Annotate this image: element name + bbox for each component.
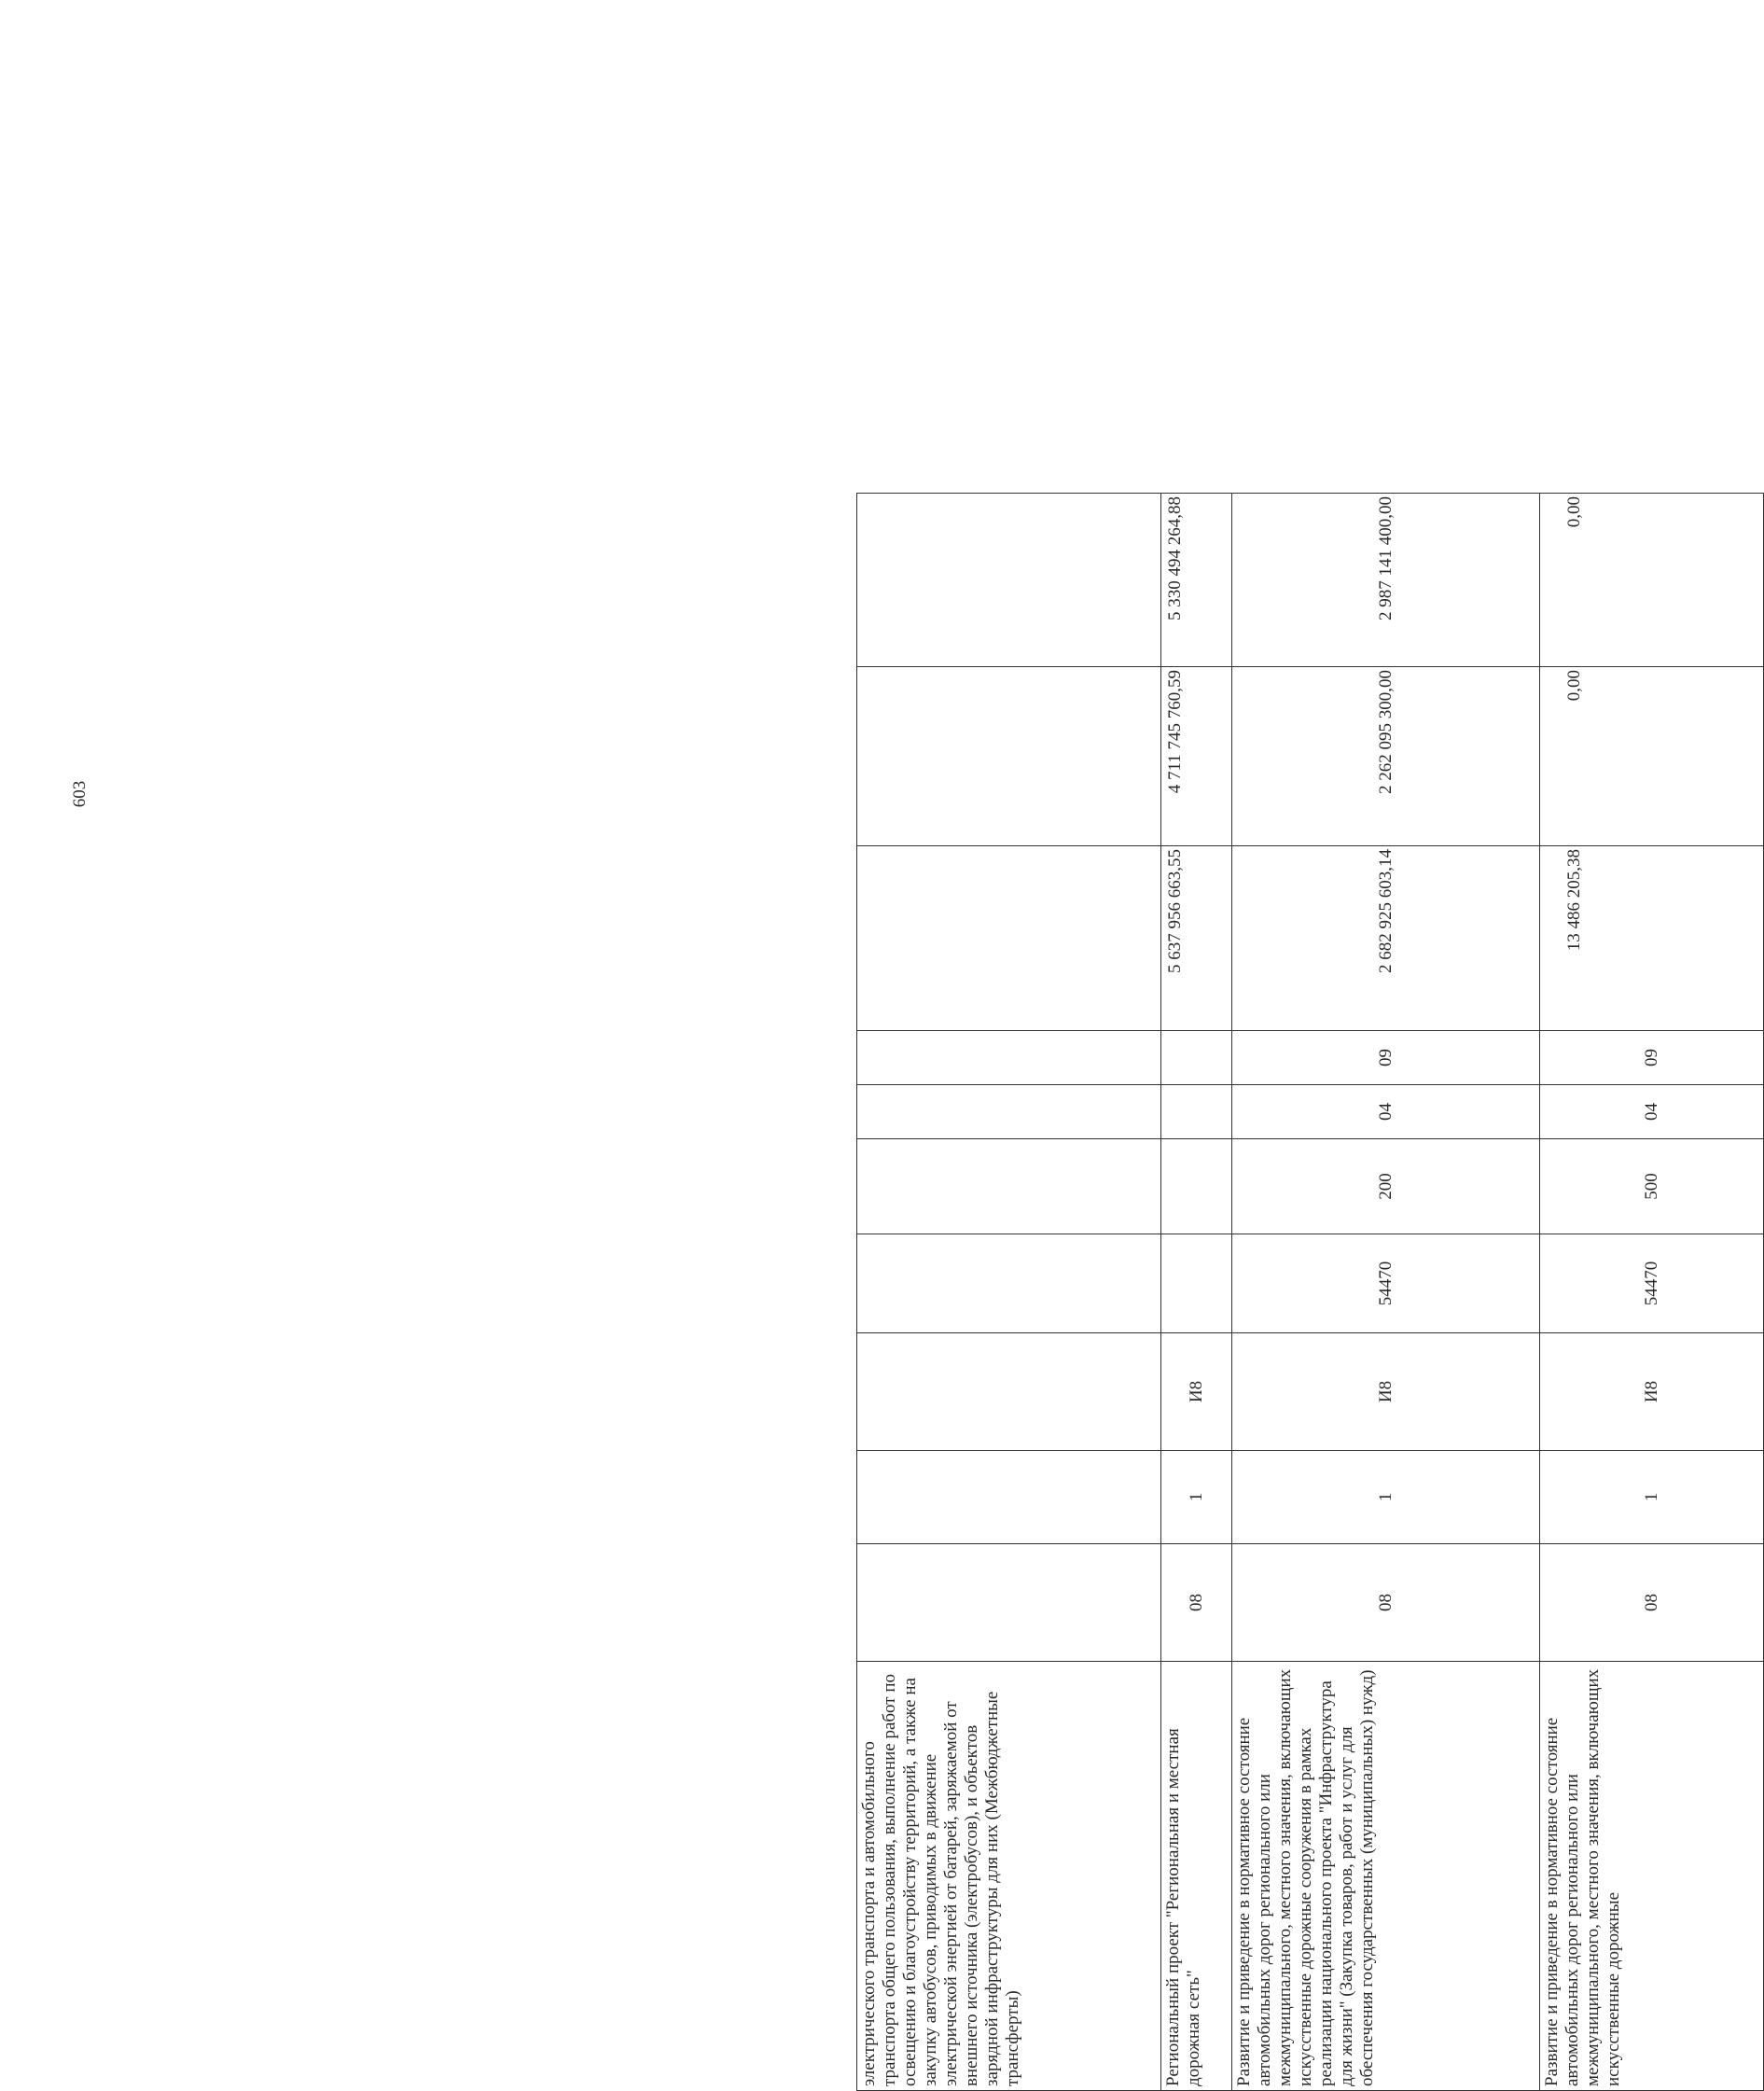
subsection-code: 09: [1540, 1031, 1764, 1085]
direction-code: [1161, 1234, 1232, 1333]
amount-year-2: [857, 667, 1161, 846]
amount-year-1: 5 637 956 663,55: [1161, 846, 1232, 1031]
subsection-code: 09: [1232, 1031, 1540, 1085]
expense-type-code: 500: [1540, 1139, 1764, 1234]
section-code: [857, 1085, 1161, 1139]
amount-year-1: 13 486 205,38: [1540, 846, 1764, 1031]
subprogram-code: [857, 1451, 1161, 1544]
program-code: 08: [1161, 1544, 1232, 1662]
budget-table: [856, 493, 1764, 2091]
project-code: [857, 1333, 1161, 1451]
amount-year-3: 2 987 141 400,00: [1232, 494, 1540, 667]
program-code: 08: [1540, 1544, 1764, 1662]
project-code: И8: [1232, 1333, 1540, 1451]
amount-year-3: 0,00: [1540, 494, 1764, 667]
expense-type-code: [857, 1139, 1161, 1234]
program-code: [857, 1544, 1161, 1662]
direction-code: 54470: [1232, 1234, 1540, 1333]
amount-year-3: 5 330 494 264,88: [1161, 494, 1232, 667]
table-row: [857, 494, 1161, 2091]
expense-type-code: 200: [1232, 1139, 1540, 1234]
subsection-code: [1161, 1031, 1232, 1085]
row-name: Развитие и приведение в нормативное состояние автомобильных дорог регионального или межмуниципального, местного значения, включающих искусственные дорожные: [1540, 1662, 1764, 2091]
expense-type-code: [1161, 1139, 1232, 1234]
amount-year-1: [857, 846, 1161, 1031]
row-name: Региональный проект "Региональная и местная дорожная сеть": [1161, 1662, 1232, 2091]
row-name: электрического транспорта и автомобильного транспорта общего пользования, выполнение работ по освещению и благоустройству территорий, а также на закупку автобусов, приводимых в движение электрической энергией от батарей, заряжаемой от внешнего источника (электробусов), и объектов зарядной инфраструктуры для них (Межбюджетные трансферты): [857, 1662, 1161, 2091]
subprogram-code: 1: [1540, 1451, 1764, 1544]
subprogram-code: 1: [1232, 1451, 1540, 1544]
amount-year-2: 2 262 095 300,00: [1232, 667, 1540, 846]
page-number: 603: [70, 780, 90, 808]
amount-year-1: 2 682 925 603,14: [1232, 846, 1540, 1031]
amount-year-2: 0,00: [1540, 667, 1764, 846]
table-row: [1540, 494, 1764, 2091]
subprogram-code: 1: [1161, 1451, 1232, 1544]
direction-code: 54470: [1540, 1234, 1764, 1333]
section-code: 04: [1232, 1085, 1540, 1139]
amount-year-2: 4 711 745 760,59: [1161, 667, 1232, 846]
project-code: И8: [1161, 1333, 1232, 1451]
table-row: [1232, 494, 1540, 2091]
project-code: И8: [1540, 1333, 1764, 1451]
section-code: 04: [1540, 1085, 1764, 1139]
amount-year-3: [857, 494, 1161, 667]
direction-code: [857, 1234, 1161, 1333]
row-name: Развитие и приведение в нормативное состояние автомобильных дорог регионального или межмуниципального, местного значения, включающих искусственные дорожные сооружения в рамках реализации национального проекта "Инфраструктура для жизни" (Закупка товаров, работ и услуг для обеспечения государственных (муниципальных) нужд): [1232, 1662, 1540, 2091]
table-row: [1161, 494, 1232, 2091]
subsection-code: [857, 1031, 1161, 1085]
program-code: 08: [1232, 1544, 1540, 1662]
section-code: [1161, 1085, 1232, 1139]
